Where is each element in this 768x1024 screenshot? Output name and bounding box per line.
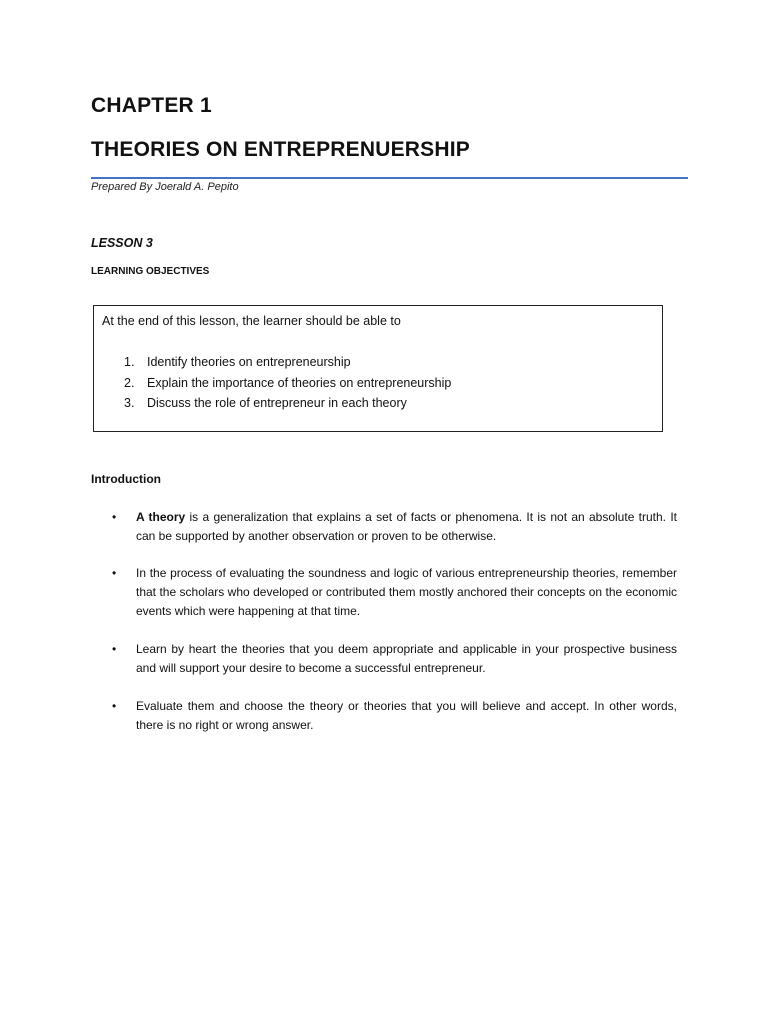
- learning-objectives-heading: LEARNING OBJECTIVES: [91, 266, 210, 277]
- objectives-box: [93, 305, 663, 432]
- objective-item: [124, 374, 451, 395]
- bullet-icon: •: [112, 642, 117, 656]
- bullet-icon: •: [112, 510, 117, 524]
- objective-number: 2.: [124, 375, 135, 390]
- objective-item: [124, 353, 451, 374]
- lesson-label: LESSON 3: [91, 236, 153, 250]
- bullet-text: In the process of evaluating the soundness and logic of various entrepreneurship theories, remember that the scholars who developed or contributed them mostly anchored their concepts on the economic events which were happening at that time.: [136, 566, 677, 618]
- objective-item: [124, 394, 451, 415]
- introduction-heading: Introduction: [91, 472, 161, 486]
- objective-text: Discuss the role of entrepreneur in each theory: [147, 396, 407, 410]
- intro-bullet-3: [136, 640, 677, 678]
- bullet-icon: •: [112, 699, 117, 713]
- objectives-list: [124, 353, 451, 415]
- objective-number: 3.: [124, 396, 135, 410]
- theory-term: A theory: [136, 510, 186, 524]
- author-credit: Prepared By Joerald A. Pepito: [91, 181, 239, 193]
- chapter-title: THEORIES ON ENTREPRENUERSHIP: [91, 138, 470, 161]
- intro-bullet-4: [136, 697, 677, 735]
- objective-text: Explain the importance of theories on entrepreneurship: [147, 375, 452, 390]
- objectives-intro: At the end of this lesson, the learner should be able to: [102, 314, 401, 328]
- intro-bullet-2: [136, 564, 677, 621]
- title-divider: [91, 177, 688, 179]
- bullet-icon: •: [112, 566, 117, 580]
- chapter-label: CHAPTER 1: [91, 94, 212, 117]
- bullet-text: Learn by heart the theories that you deem appropriate and applicable in your prospective business and will support your desire to become a successful entrepreneur.: [136, 642, 677, 675]
- bullet-text: is a generalization that explains a set of facts or phenomena. It is not an absolute truth. It can be supported by another observation or proven to be otherwise.: [136, 510, 677, 543]
- objective-number: 1.: [124, 355, 135, 369]
- intro-bullet-1: [136, 508, 677, 546]
- objective-text: Identify theories on entrepreneurship: [147, 355, 351, 369]
- bullet-text: Evaluate them and choose the theory or theories that you will believe and accept. In other words, there is no right or wrong answer.: [136, 699, 677, 732]
